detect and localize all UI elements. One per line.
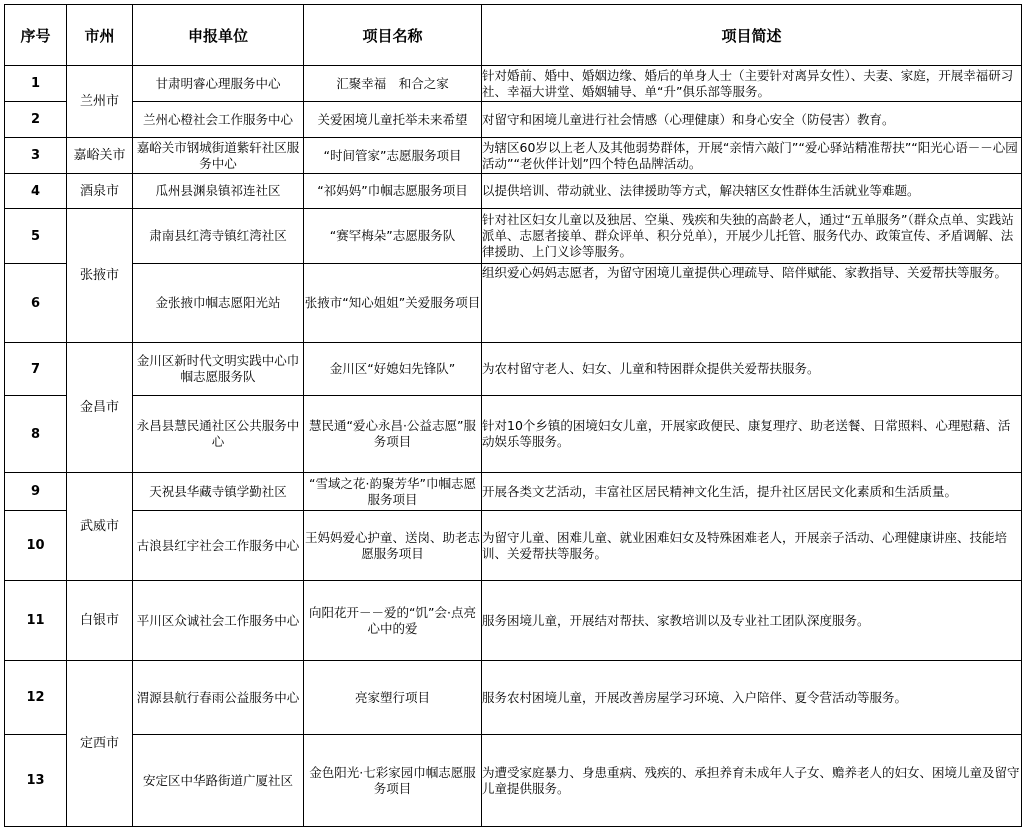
- row-number: 4: [5, 174, 67, 209]
- unit-cell: 肃南县红湾寺镇红湾社区: [133, 209, 304, 264]
- unit-cell: 嘉峪关市钢城街道紫轩社区服务中心: [133, 138, 304, 174]
- row-number: 5: [5, 209, 67, 264]
- description-cell: 以提供培训、带动就业、法律援助等方式，解决辖区女性群体生活就业等难题。: [482, 174, 1022, 209]
- project-cell: 张掖市“知心姐姐”关爱服务项目: [304, 264, 482, 343]
- project-cell: “时间管家”志愿服务项目: [304, 138, 482, 174]
- city-cell: 定西市: [67, 661, 133, 827]
- description-cell: 对留守和困境儿童进行社会情感（心理健康）和身心安全（防侵害）教育。: [482, 102, 1022, 138]
- row-number: 10: [5, 511, 67, 581]
- description-cell: 针对婚前、婚中、婚姻边缘、婚后的单身人士（主要针对离异女性）、夫妻、家庭，开展幸福研习社、幸福大讲堂、婚姻辅导、单“升”俱乐部等服务。: [482, 66, 1022, 102]
- description-cell: 为农村留守老人、妇女、儿童和特困群众提供关爱帮扶服务。: [482, 343, 1022, 396]
- row-number: 11: [5, 581, 67, 661]
- project-cell: 向阳花开－－爱的“饥”会·点亮心中的爱: [304, 581, 482, 661]
- header-description: 项目简述: [482, 5, 1022, 66]
- table-row: [5, 174, 1022, 209]
- header-row: [5, 5, 1022, 66]
- table-row: [5, 138, 1022, 174]
- city-cell: 白银市: [67, 581, 133, 661]
- description-cell: 开展各类文艺活动，丰富社区居民精神文化生活，提升社区居民文化素质和生活质量。: [482, 473, 1022, 511]
- project-cell: 金色阳光·七彩家园巾帼志愿服务项目: [304, 735, 482, 827]
- table-row: [5, 396, 1022, 473]
- unit-cell: 金张掖巾帼志愿阳光站: [133, 264, 304, 343]
- project-cell: “赛罕梅朵”志愿服务队: [304, 209, 482, 264]
- table-row: [5, 209, 1022, 264]
- unit-cell: 瓜州县渊泉镇祁连社区: [133, 174, 304, 209]
- table-row: [5, 473, 1022, 511]
- project-table: [4, 4, 1022, 827]
- unit-cell: 金川区新时代文明实践中心巾帼志愿服务队: [133, 343, 304, 396]
- table-row: [5, 661, 1022, 735]
- description-cell: 针对社区妇女儿童以及独居、空巢、残疾和失独的高龄老人，通过“五单服务”（群众点单、实践站派单、志愿者接单、群众评单、积分兑单），开展少儿托管、服务代办、政策宣传、矛盾调解、法律援助、上门义诊等服务。: [482, 209, 1022, 264]
- table-row: [5, 343, 1022, 396]
- project-cell: 金川区“好媳妇先锋队”: [304, 343, 482, 396]
- row-number: 2: [5, 102, 67, 138]
- project-cell: 亮家塑行项目: [304, 661, 482, 735]
- table-row: [5, 581, 1022, 661]
- project-cell: 王妈妈爱心护童、送岗、助老志愿服务项目: [304, 511, 482, 581]
- unit-cell: 平川区众诚社会工作服务中心: [133, 581, 304, 661]
- unit-cell: 古浪县红宇社会工作服务中心: [133, 511, 304, 581]
- row-number: 9: [5, 473, 67, 511]
- header-city: 市州: [67, 5, 133, 66]
- unit-cell: 天祝县华藏寺镇学勤社区: [133, 473, 304, 511]
- description-cell: 为遭受家庭暴力、身患重病、残疾的、承担养育未成年人子女、赡养老人的妇女、困境儿童及留守儿童提供服务。: [482, 735, 1022, 827]
- city-cell: 酒泉市: [67, 174, 133, 209]
- table-row: [5, 102, 1022, 138]
- unit-cell: 永昌县慧民通社区公共服务中心: [133, 396, 304, 473]
- table-row: [5, 66, 1022, 102]
- description-cell: 为辖区60岁以上老人及其他弱势群体，开展“亲情六敲门”“爱心驿站精准帮扶”“阳光心语－－心园活动”“老伙伴计划”四个特色品牌活动。: [482, 138, 1022, 174]
- row-number: 7: [5, 343, 67, 396]
- table-row: [5, 264, 1022, 343]
- description-cell: 组织爱心妈妈志愿者，为留守困境儿童提供心理疏导、陪伴赋能、家教指导、关爱帮扶等服务。: [482, 264, 1022, 343]
- description-cell: 针对10个乡镇的困境妇女儿童，开展家政便民、康复理疗、助老送餐、日常照料、心理慰藉、活动娱乐等服务。: [482, 396, 1022, 473]
- header-no: 序号: [5, 5, 67, 66]
- table-row: [5, 735, 1022, 827]
- row-number: 13: [5, 735, 67, 827]
- city-cell: 金昌市: [67, 343, 133, 473]
- header-project: 项目名称: [304, 5, 482, 66]
- row-number: 3: [5, 138, 67, 174]
- city-cell: 张掖市: [67, 209, 133, 343]
- row-number: 12: [5, 661, 67, 735]
- header-unit: 申报单位: [133, 5, 304, 66]
- description-cell: 服务农村困境儿童，开展改善房屋学习环境、入户陪伴、夏令营活动等服务。: [482, 661, 1022, 735]
- project-cell: 汇聚幸福 和合之家: [304, 66, 482, 102]
- unit-cell: 甘肃明睿心理服务中心: [133, 66, 304, 102]
- project-cell: “雪域之花·韵聚芳华”巾帼志愿服务项目: [304, 473, 482, 511]
- row-number: 1: [5, 66, 67, 102]
- unit-cell: 兰州心橙社会工作服务中心: [133, 102, 304, 138]
- city-cell: 嘉峪关市: [67, 138, 133, 174]
- description-cell: 为留守儿童、困难儿童、就业困难妇女及特殊困难老人，开展亲子活动、心理健康讲座、技能培训、关爱帮扶等服务。: [482, 511, 1022, 581]
- table-row: [5, 511, 1022, 581]
- project-cell: 慧民通“爱心永昌·公益志愿”服务项目: [304, 396, 482, 473]
- city-cell: 兰州市: [67, 66, 133, 138]
- description-cell: 服务困境儿童，开展结对帮扶、家教培训以及专业社工团队深度服务。: [482, 581, 1022, 661]
- row-number: 6: [5, 264, 67, 343]
- project-cell: 关爱困境儿童托举未来希望: [304, 102, 482, 138]
- project-cell: “祁妈妈”巾帼志愿服务项目: [304, 174, 482, 209]
- unit-cell: 渭源县航行春雨公益服务中心: [133, 661, 304, 735]
- unit-cell: 安定区中华路街道广厦社区: [133, 735, 304, 827]
- city-cell: 武威市: [67, 473, 133, 581]
- row-number: 8: [5, 396, 67, 473]
